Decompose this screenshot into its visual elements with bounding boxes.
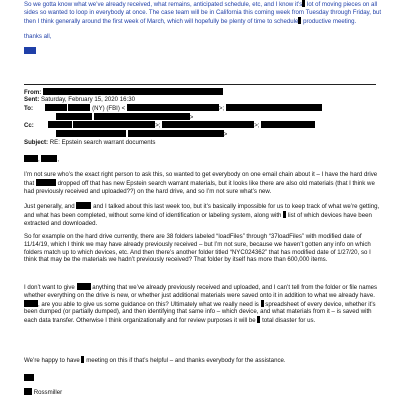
redaction-block <box>24 47 36 54</box>
header-divider <box>24 84 376 85</box>
redaction-block <box>24 300 38 307</box>
paragraph-3: So for example on the hard drive currently, there are 38 folders labeled “loadFiles” through “37loadFiles” with modified date of 11/14/19, which I think we may have already previously received – but I’m not sure, because we haven’t gotten any info on which folders match up to which devices, etc. And then there’s another folder titled “NYC024362” that has modified date of 1/27/20, so I think that may be the materials we hadn’t previously received? That folder by itself has more than 600,000 items. <box>24 233 371 264</box>
to-row-continued: > <box>24 113 193 122</box>
redaction-block <box>298 17 301 24</box>
redaction-block <box>24 374 34 381</box>
cc-row: Cc: >; >; <box>24 121 315 130</box>
from-row: From: <box>24 88 223 97</box>
redaction-block <box>127 104 219 111</box>
redaction-block <box>56 113 92 120</box>
redaction-block <box>43 88 223 95</box>
redaction-block <box>283 211 286 218</box>
paragraph-4: I don’t want to give anything that we’ve already previously received and uploaded, and I can’t tell from the folder or file names whether everything on the drive is new, or whether just additional materials were saved onto it in addition to what we already have. , are you able to give us some guidance on this? Ultimately what we really need is spreadsheet of every device, whether it’s been dumped (or partially dumped), and then identifying that same info – which device, and what materials from it – is saved with each data transfer. Otherwise I think organizationally and for review purposes it will be total disaster for us. <box>24 284 378 325</box>
redaction-block <box>76 202 91 209</box>
subject-row: Subject: RE: Epstein search warrant documents <box>24 139 156 146</box>
redaction-block <box>24 155 38 162</box>
redaction-block <box>24 388 32 395</box>
redaction-block <box>77 283 91 290</box>
paragraph-5: We’re happy to have meeting on this if that’s helpful – and thanks everybody for the assistance. <box>24 357 286 364</box>
redaction-block <box>48 121 72 128</box>
redaction-block <box>128 130 224 137</box>
redaction-block <box>81 356 84 363</box>
greeting-line: , , <box>24 155 59 164</box>
paragraph-2: Just generally, and and I talked about this last week too, but it’s basically impossible for us to keep track of what we’re getting, and what has been completed, without some kind of identification or labeling system, along with list of which devices have been extracted and downloaded. <box>24 203 380 227</box>
redaction-block <box>68 104 90 111</box>
sent-row: Sent: Saturday, February 15, 2020 16:30 <box>24 96 136 103</box>
redaction-block <box>261 300 264 307</box>
quoted-message-block <box>24 0 382 56</box>
body-signature: Rossmiller <box>24 388 62 397</box>
paragraph-1: I’m not sure who’s the exact right person to ask this, so wanted to get everybody on one email chain about it – I have the hard drive that dropped off that has new Epstein search warrant materials, but it looks like there are also old materials (that I think we had previously received and uploaded??) on the hard drive, and so I’m not sure what’s new. <box>24 171 378 195</box>
redaction-block <box>162 121 254 128</box>
cc-row-continued: > <box>24 130 227 139</box>
redaction-block <box>94 113 190 120</box>
redaction-block <box>56 130 126 137</box>
thanks-line: thanks all, <box>24 33 52 41</box>
quoted-message-paragraph: So we gotta know what we’ve already received, what remains, anticipated schedule, etc, and I know it’s lot of moving pieces on all sides so wanted to loop in everybody at once. The case team will be in California this coming week from Tuesday through Friday, but then I think generally around the first week of March, which will hopefully be plenty of time to schedule productive meeting. <box>24 1 382 25</box>
redaction-block <box>261 121 315 128</box>
redaction-block <box>45 104 67 111</box>
redaction-block <box>36 179 56 186</box>
redaction-block <box>302 0 305 7</box>
body-signature-initials <box>24 374 34 383</box>
quoted-signature <box>24 47 382 56</box>
redaction-block <box>257 316 260 323</box>
redaction-block <box>41 155 57 162</box>
redaction-block <box>73 121 155 128</box>
redaction-block <box>226 104 322 111</box>
to-row: To: (NY) (FBI) < >; <box>24 104 322 113</box>
